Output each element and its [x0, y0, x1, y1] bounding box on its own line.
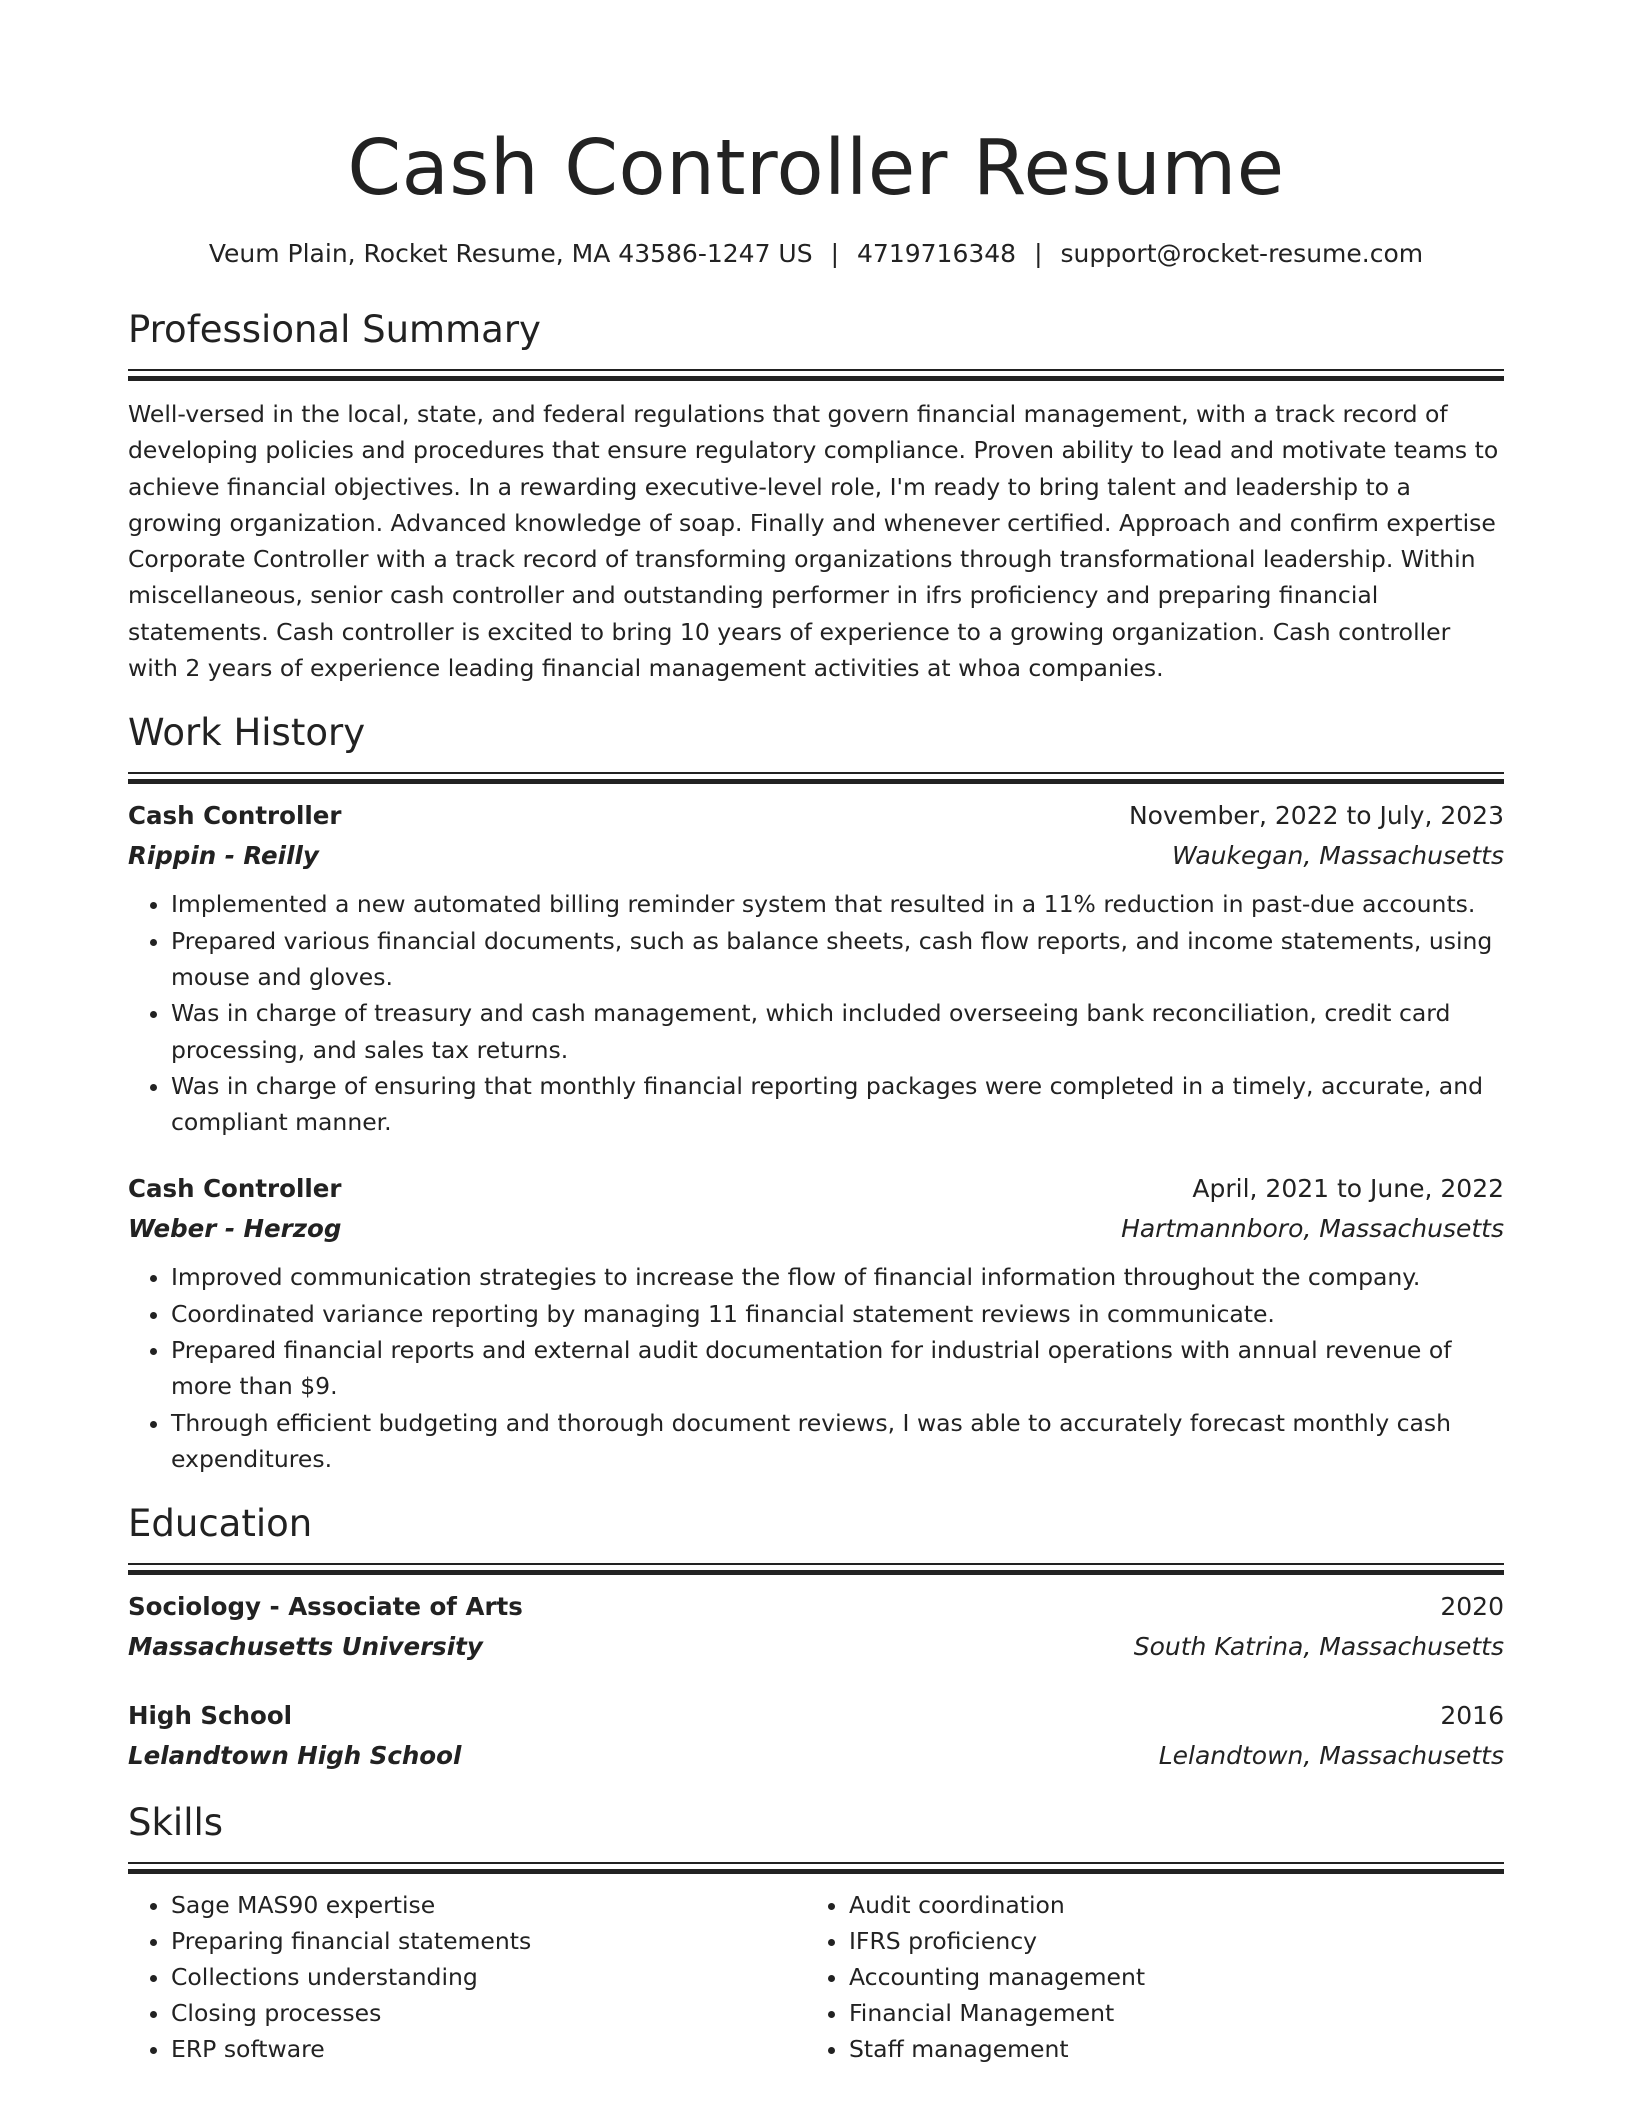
- section-heading-summary: Professional Summary: [128, 308, 541, 351]
- job-title: Cash Controller: [128, 801, 342, 831]
- education-school-row: [128, 1736, 1504, 1776]
- education-location: South Katrina, Massachusetts: [1133, 1632, 1504, 1662]
- list-item: • Was in charge of treasury and cash management, which included overseeing bank reconciliation, credit card processing, and sales tax returns.: [171, 995, 1504, 1068]
- section-divider: [128, 1563, 1504, 1575]
- list-item: • Prepared various financial documents, such as balance sheets, cash flow reports, and income statements, using mouse and gloves.: [171, 923, 1504, 996]
- education-school: Massachusetts University: [128, 1632, 483, 1662]
- job-dates: November, 2022 to July, 2023: [1128, 801, 1504, 831]
- education-header-row: [128, 1587, 1504, 1627]
- section-divider: [128, 772, 1504, 784]
- contact-phone: 4719716348: [857, 239, 1017, 268]
- job-company-row: [128, 1209, 1504, 1249]
- list-item: • Was in charge of ensuring that monthly financial reporting packages were completed in a timely, accurate, and compliant manner.: [171, 1068, 1504, 1141]
- skill-item: • Closing processes: [171, 1995, 806, 2031]
- list-item: • Improved communication strategies to increase the flow of financial information throughout the company.: [171, 1259, 1504, 1295]
- skill-item: • Sage MAS90 expertise: [171, 1887, 806, 1923]
- job-location: Waukegan, Massachusetts: [1171, 841, 1504, 871]
- contact-separator: |: [830, 239, 840, 268]
- skill-item: • Collections understanding: [171, 1959, 806, 1995]
- section-heading-education: Education: [128, 1502, 313, 1546]
- skills-list: [806, 1887, 1484, 2067]
- job-entry: [128, 1169, 1504, 1477]
- skill-item: • Financial Management: [849, 1995, 1484, 2031]
- education-entry: [128, 1696, 1504, 1776]
- work-history-section: [128, 708, 1504, 1477]
- job-bullet-list: [128, 886, 1504, 1140]
- skills-list: [128, 1887, 806, 2067]
- section-divider: [128, 1862, 1504, 1874]
- skills-column-right: [806, 1887, 1484, 2067]
- job-company: Rippin - Reilly: [128, 841, 319, 871]
- skill-item: • Staff management: [849, 2031, 1484, 2067]
- section-heading-work-history: Work History: [128, 711, 366, 755]
- education-section: [128, 1499, 1504, 1776]
- contact-address: Veum Plain, Rocket Resume, MA 43586-1247 US: [208, 239, 813, 268]
- summary-paragraph: Well-versed in the local, state, and federal regulations that govern financial management, with a track record of developing policies and procedures that ensure regulatory compliance. Proven ability to lead and motivate teams to achieve financial objectives. In a rewarding executive-level role, I'm ready to bring talent and leadership to a growing organization. Advanced knowledge of soap. Finally and whenever certified. Approach and confirm expertise Corporate Controller with a track record of transforming organizations through transformational leadership. Within miscellaneous, senior cash controller and outstanding performer in ifrs proficiency and preparing financial statements. Cash controller is excited to bring 10 years of experience to a growing organization. Cash controller with 2 years of experience leading financial management activities at whoa companies.: [128, 400, 1499, 683]
- education-year: 2016: [1440, 1701, 1504, 1731]
- job-title: Cash Controller: [128, 1174, 342, 1204]
- list-item: • Coordinated variance reporting by managing 11 financial statement reviews in communicate.: [171, 1296, 1504, 1332]
- education-degree: High School: [128, 1701, 293, 1731]
- contact-line: [128, 237, 1504, 271]
- list-item: • Implemented a new automated billing reminder system that resulted in a 11% reduction in past-due accounts.: [171, 886, 1504, 922]
- skills-columns: [128, 1887, 1504, 2067]
- contact-email[interactable]: support@rocket-resume.com: [1060, 239, 1424, 268]
- education-location: Lelandtown, Massachusetts: [1158, 1741, 1504, 1771]
- skills-section: [128, 1798, 1504, 2067]
- summary-section: [128, 305, 1504, 686]
- job-header-row: [128, 796, 1504, 836]
- section-divider: [128, 369, 1504, 381]
- skill-item: • Preparing financial statements: [171, 1923, 806, 1959]
- job-entry: [128, 796, 1504, 1140]
- list-item: • Through efficient budgeting and thorough document reviews, I was able to accurately forecast monthly cash expenditures.: [171, 1405, 1504, 1478]
- education-degree: Sociology - Associate of Arts: [128, 1592, 523, 1622]
- skill-item: • Accounting management: [849, 1959, 1484, 1995]
- job-company-row: [128, 836, 1504, 876]
- skills-column-left: [128, 1887, 806, 2067]
- education-header-row: [128, 1696, 1504, 1736]
- education-year: 2020: [1440, 1592, 1504, 1622]
- education-school: Lelandtown High School: [128, 1741, 462, 1771]
- resume-title: Cash Controller Resume: [347, 124, 1285, 213]
- job-bullet-list: [128, 1259, 1504, 1477]
- job-header-row: [128, 1169, 1504, 1209]
- job-location: Hartmannboro, Massachusetts: [1121, 1214, 1504, 1244]
- section-heading-skills: Skills: [128, 1801, 224, 1845]
- job-company: Weber - Herzog: [128, 1214, 342, 1244]
- education-school-row: [128, 1627, 1504, 1667]
- skill-item: • Audit coordination: [849, 1887, 1484, 1923]
- education-entry: [128, 1587, 1504, 1667]
- contact-separator: |: [1034, 239, 1043, 268]
- skill-item: • ERP software: [171, 2031, 806, 2067]
- skill-item: • IFRS proficiency: [849, 1923, 1484, 1959]
- job-dates: April, 2021 to June, 2022: [1192, 1174, 1504, 1204]
- list-item: • Prepared financial reports and external audit documentation for industrial operations with annual revenue of more than $9.: [171, 1332, 1504, 1405]
